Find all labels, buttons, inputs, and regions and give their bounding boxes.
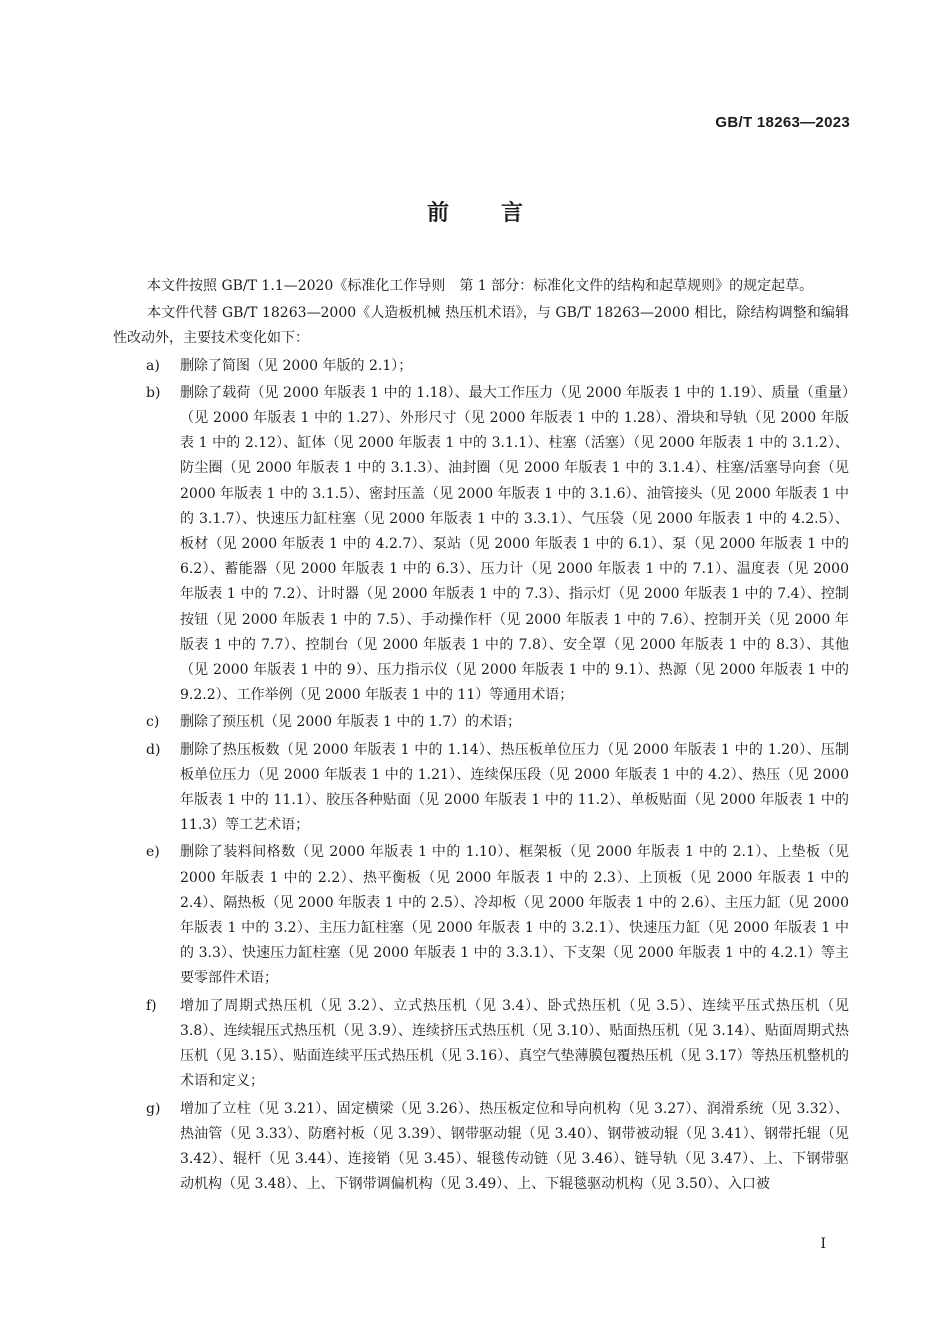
- list-item: [113, 994, 849, 1095]
- list-item: [113, 1097, 849, 1198]
- list-item-label: a): [146, 357, 160, 374]
- paragraph: 本文件按照 GB/T 1.1—2020《标准化工作导则 第 1 部分：标准化文件的结构和起草规则》的规定起草。: [147, 278, 814, 294]
- body-text: [113, 274, 849, 1199]
- list-item-label: f): [146, 997, 157, 1014]
- list-item-label: d): [146, 741, 161, 758]
- list-item: [113, 710, 849, 735]
- list-item-text: 删除了预压机（见 2000 年版表 1 中的 1.7）的术语；: [180, 714, 522, 731]
- list-item-text: 删除了热压板数（见 2000 年版表 1 中的 1.14）、热压板单位压力（见 2000 年版表 1 中的 1.20）、压制板单位压力（见 2000 年版表 1 中的 1.21）、连续保压段（见 2000 年版表 1 中的 4.2）、热压（见 2000 年版表 1 中的 11.1）、胶压各种贴面（见 2000 年版表 1 中的 11.2）、单板贴面（见 2000 年版表 1 中的 11.3）等工艺术语；: [180, 741, 849, 834]
- list-item-label: e): [146, 844, 160, 861]
- page-number: I: [820, 1236, 826, 1252]
- list-item-label: b): [146, 384, 161, 401]
- list-item: [113, 381, 849, 709]
- paragraph: 本文件代替 GB/T 18263—2000《人造板机械 热压机术语》，与 GB/T 18263—2000 相比，除结构调整和编辑性改动外，主要技术变化如下：: [113, 305, 849, 347]
- list-item: [113, 840, 849, 991]
- list-item: [113, 738, 849, 839]
- list-item: [113, 354, 849, 379]
- list-item-text: 删除了装料间格数（见 2000 年版表 1 中的 1.10）、框架板（见 2000 年版表 1 中的 2.1）、上垫板（见 2000 年版表 1 中的 2.2）、热平衡板（见 2000 年版表 1 中的 2.3）、上顶板（见 2000 年版表 1 中的 2.4）、隔热板（见 2000 年版表 1 中的 2.5）、冷却板（见 2000 年版表 1 中的 2.6）、主压力缸（见 2000 年版表 1 中的 3.2）、主压力缸柱塞（见 2000 年版表 1 中的 3.2.1）、快速压力缸（见 2000 年版表 1 中的 3.3）、快速压力缸柱塞（见 2000 年版表 1 中的 3.3.1）、下支架（见 2000 年版表 1 中的 4.2.1）等主要零部件术语；: [180, 844, 849, 987]
- standard-code: GB/T 18263—2023: [715, 114, 850, 131]
- page-title: 前言: [426, 201, 575, 226]
- list-item-text: 增加了立柱（见 3.21）、固定横梁（见 3.26）、热压板定位和导向机构（见 3.27）、润滑系统（见 3.32）、热油管（见 3.33）、防磨衬板（见 3.39）、钢带驱动辊（见 3.40）、钢带被动辊（见 3.41）、钢带托辊（见 3.42）、辊杆（见 3.44）、连接销（见 3.45）、辊毯传动链（见 3.46）、链导轨（见 3.47）、上、下钢带驱动机构（见 3.48）、上、下钢带调偏机构（见 3.49）、上、下辊毯驱动机构（见 3.50）、入口被: [180, 1100, 849, 1193]
- list-item-text: 删除了载荷（见 2000 年版表 1 中的 1.18）、最大工作压力（见 2000 年版表 1 中的 1.19）、质量（重量）（见 2000 年版表 1 中的 1.27）、外形尺寸（见 2000 年版表 1 中的 1.28）、滑块和导轨（见 2000 年版表 1 中的 2.12）、缸体（见 2000 年版表 1 中的 3.1.1）、柱塞（活塞）（见 2000 年版表 1 中的 3.1.2）、防尘圈（见 2000 年版表 1 中的 3.1.3）、油封圈（见 2000 年版表 1 中的 3.1.4）、柱塞/活塞导向套（见 2000 年版表 1 中的 3.1.5）、密封压盖（见 2000 年版表 1 中的 3.1.6）、油管接头（见 2000 年版表 1 中的 3.1.7）、快速压力缸柱塞（见 2000 年版表 1 中的 3.3.1）、气压袋（见 2000 年版表 1 中的 4.2.5）、板材（见 2000 年版表 1 中的 4.2.7）、泵站（见 2000 年版表 1 中的 6.1）、泵（见 2000 年版表 1 中的 6.2）、蓄能器（见 2000 年版表 1 中的 6.3）、压力计（见 2000 年版表 1 中的 7.1）、温度表（见 2000 年版表 1 中的 7.2）、计时器（见 2000 年版表 1 中的 7.3）、指示灯（见 2000 年版表 1 中的 7.4）、控制按钮（见 2000 年版表 1 中的 7.5）、手动操作杆（见 2000 年版表 1 中的 7.6）、控制开关（见 2000 年版表 1 中的 7.7）、控制台（见 2000 年版表 1 中的 7.8）、安全罩（见 2000 年版表 1 中的 8.3）、其他（见 2000 年版表 1 中的 9）、压力指示仪（见 2000 年版表 1 中的 9.1）、热源（见 2000 年版表 1 中的 9.2.2）、工作举例（见 2000 年版表 1 中的 11）等通用术语；: [180, 384, 849, 704]
- list-item-text: 删除了简图（见 2000 年版的 2.1）；: [180, 357, 413, 374]
- list-item-label: g): [146, 1100, 161, 1117]
- list-item-text: 增加了周期式热压机（见 3.2）、立式热压机（见 3.4）、卧式热压机（见 3.5）、连续平压式热压机（见 3.8）、连续辊压式热压机（见 3.9）、连续挤压式热压机（见 3.10）、贴面热压机（见 3.14）、贴面周期式热压机（见 3.15）、贴面连续平压式热压机（见 3.16）、真空气垫薄膜包覆热压机（见 3.17）等热压机整机的术语和定义；: [180, 997, 849, 1090]
- list-item-label: c): [146, 714, 160, 731]
